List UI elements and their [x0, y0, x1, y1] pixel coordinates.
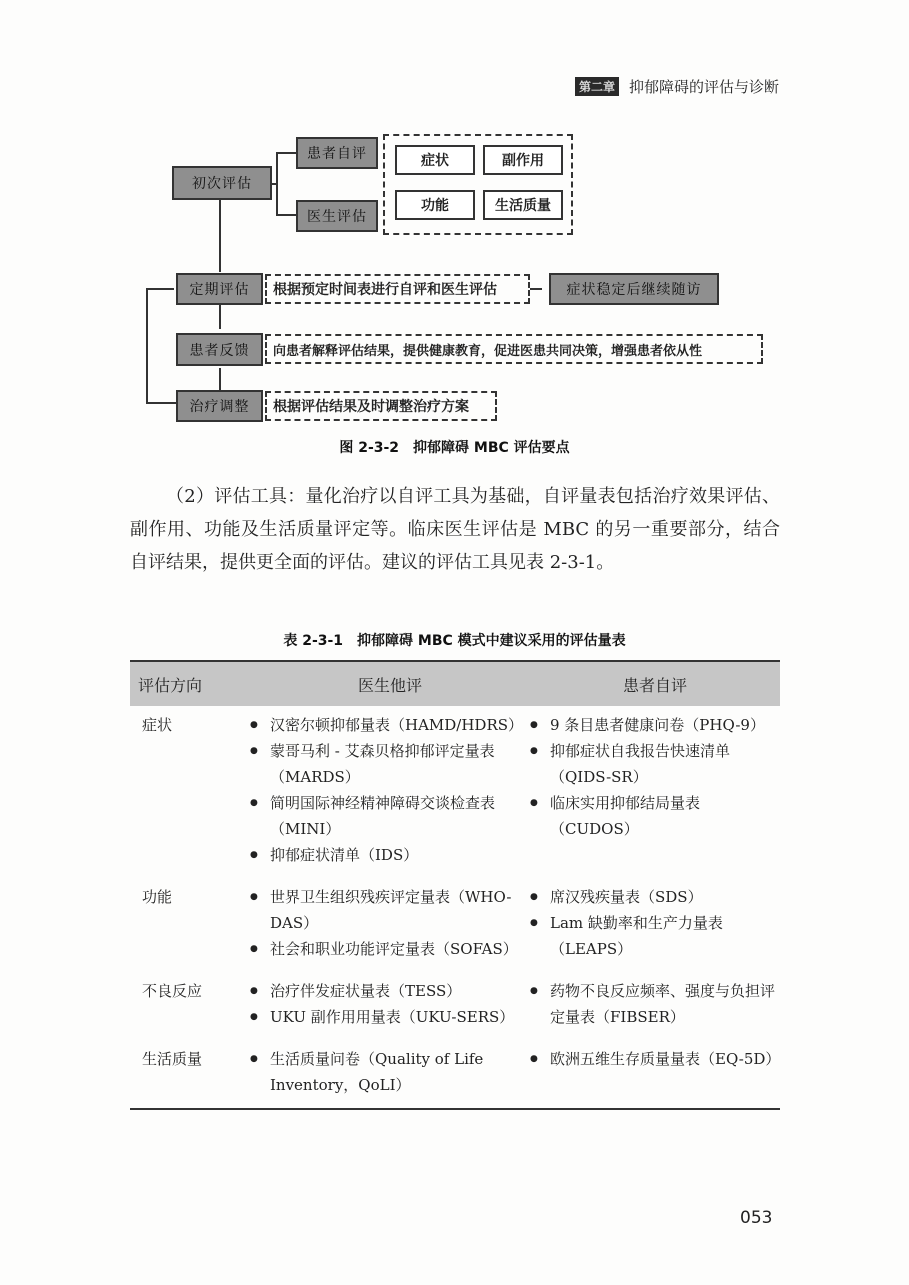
scale-item: ● 社会和职业功能评定量表（SOFAS）	[250, 936, 530, 962]
patient-self-box: 患者自评	[296, 137, 378, 169]
aspect-symptom: 症状	[395, 145, 475, 175]
scale-item: ● 简明国际神经精神障碍交谈检查表（MINI）	[250, 790, 530, 842]
aspect-quality-of-life: 生活质量	[483, 190, 563, 220]
follow-up-box: 症状稳定后继续随访	[549, 273, 719, 305]
assessment-table	[130, 660, 780, 1110]
table-header-row	[130, 661, 780, 706]
row-direction: 不良反应	[142, 982, 203, 1000]
aspect-function: 功能	[395, 190, 475, 220]
adjust-box: 治疗调整	[176, 390, 263, 422]
scale-item: ● Lam 缺勤率和生产力量表（LEAPS）	[530, 910, 780, 962]
scale-item: ● 治疗伴发症状量表（TESS）	[250, 978, 530, 1004]
initial-eval-box: 初次评估	[172, 166, 272, 200]
scale-item: ● 临床实用抑郁结局量表（CUDOS）	[530, 790, 780, 842]
header-doctor: 医生他评	[357, 675, 422, 695]
feedback-desc: 向患者解释评估结果，提供健康教育，促进医患共同决策，增强患者依从性	[265, 334, 763, 364]
scale-item: ● 世界卫生组织残疾评定量表（WHO-DAS）	[250, 884, 530, 936]
body-paragraph	[130, 480, 780, 579]
figure-caption: 图 2-3-2 抑郁障碍 MBC 评估要点	[339, 440, 570, 456]
page-number: 053	[740, 1208, 773, 1228]
scale-item: ● 蒙哥马利 - 艾森贝格抑郁评定量表（MARDS）	[250, 738, 530, 790]
scale-item: ● UKU 副作用用量表（UKU-SERS）	[250, 1004, 530, 1030]
scale-item: ● 欧洲五维生存质量量表（EQ-5D）	[530, 1046, 780, 1072]
row-direction: 功能	[142, 888, 173, 906]
row-direction: 生活质量	[142, 1050, 203, 1068]
table-row	[130, 706, 780, 878]
row-direction: 症状	[142, 716, 173, 734]
scale-item: ● 药物不良反应频率、强度与负担评定量表（FIBSER）	[530, 978, 780, 1030]
table-row	[130, 878, 780, 972]
scale-item: ● 生活质量问卷（Quality of Life Inventory，QoLI）	[250, 1046, 530, 1098]
feedback-box: 患者反馈	[176, 333, 263, 366]
adjust-desc: 根据评估结果及时调整治疗方案	[265, 391, 497, 421]
mbc-flow-diagram	[0, 0, 909, 430]
table-row	[130, 972, 780, 1040]
table-row	[130, 1040, 780, 1109]
table-title: 表 2-3-1 抑郁障碍 MBC 模式中建议采用的评估量表	[283, 633, 626, 649]
scale-item: ● 抑郁症状自我报告快速清单（QIDS-SR）	[530, 738, 780, 790]
paragraph-text: （2）评估工具：量化治疗以自评工具为基础，自评量表包括治疗效果评估、副作用、功能及生活质量评定等。临床医生评估是 MBC 的另一重要部分，结合自评结果，提供更全面的评估。建议的评估工具见表 2-3-1。	[130, 486, 780, 573]
header-patient: 患者自评	[622, 675, 687, 695]
scale-item: ● 9 条目患者健康问卷（PHQ-9）	[530, 712, 780, 738]
periodic-eval-box: 定期评估	[176, 273, 263, 305]
chapter-tag: 第二章	[575, 77, 619, 96]
scale-item: ● 汉密尔顿抑郁量表（HAMD/HDRS）	[250, 712, 530, 738]
header-direction: 评估方向	[138, 675, 203, 695]
doctor-eval-box: 医生评估	[296, 200, 378, 232]
scale-item: ● 席汉残疾量表（SDS）	[530, 884, 780, 910]
scale-item: ● 抑郁症状清单（IDS）	[250, 842, 530, 868]
periodic-desc: 根据预定时间表进行自评和医生评估	[265, 274, 530, 304]
aspect-side-effect: 副作用	[483, 145, 563, 175]
chapter-title: 抑郁障碍的评估与诊断	[628, 78, 779, 96]
